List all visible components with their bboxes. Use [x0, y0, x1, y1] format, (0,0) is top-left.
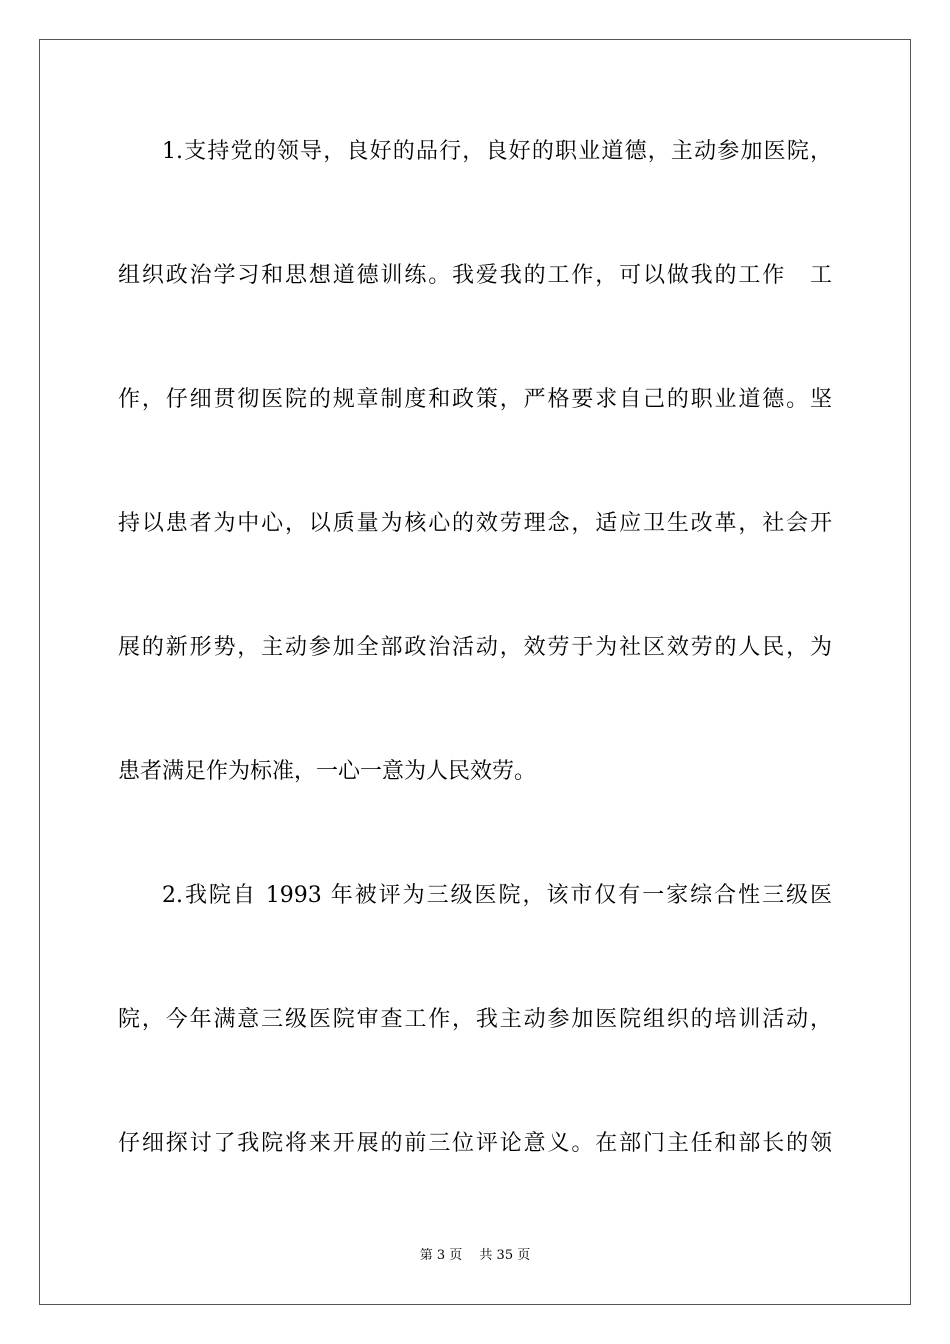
paragraph-2-line-2: 院，今年满意三级医院审查工作，我主动参加医院组织的培训活动， [118, 1007, 832, 1032]
paragraph-1-line-5: 展的新形势，主动参加全部政治活动，效劳于为社区效劳的人民，为 [118, 635, 832, 660]
paragraph-2-line-1: 2.我院自 1993 年被评为三级医院，该市仅有一家综合性三级医 [162, 883, 832, 908]
paragraph-1-line-1: 1.支持党的领导，良好的品行，良好的职业道德，主动参加医院， [162, 139, 832, 164]
paragraph-1-line-3: 作，仔细贯彻医院的规章制度和政策，严格要求自己的职业道德。坚 [118, 387, 832, 412]
page-border [39, 39, 911, 1305]
page-number-footer: 第 3 页 共 35 页 [419, 1248, 531, 1263]
paragraph-1-line-4: 持以患者为中心，以质量为核心的效劳理念，适应卫生改革，社会开 [118, 511, 832, 536]
paragraph-1-line-2: 组织政治学习和思想道德训练。我爱我的工作，可以做我的工作 工 [118, 263, 832, 288]
paragraph-1-line-6: 患者满足作为标准，一心一意为人民效劳。 [118, 759, 537, 784]
paragraph-2-line-3: 仔细探讨了我院将来开展的前三位评论意义。在部门主任和部长的领 [118, 1131, 832, 1156]
